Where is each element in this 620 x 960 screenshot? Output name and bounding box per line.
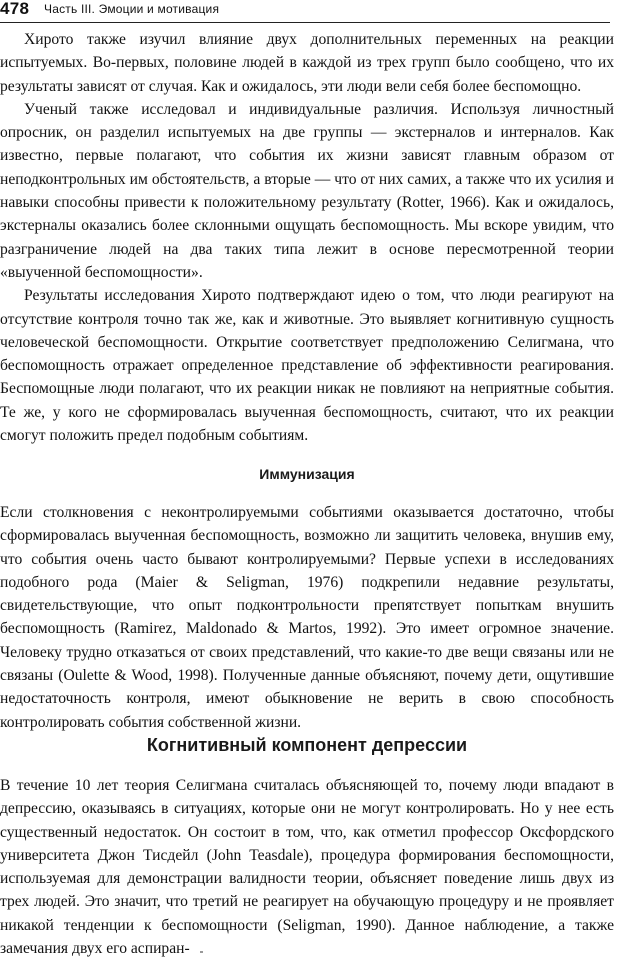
paragraph-individual-differences: Ученый также исследовал и индивидуальные различия. Используя личностный опросник, он разделил испытуемых на две группы — экстерналов и интерналов. Как известно, первые полагают, что события их жизни зависят главным образом от неподконтрольных им обстоятельств, а вторые — что от них самих, а также что их усилия и навыки способны привести к положительному результату (Rotter, 1966). Как и ожидалось, экстерналы оказались более склонными ощущать беспомощность. Мы вскоре увидим, что разграничение людей на два таких типа лежит в основе пересмотренной теории «выученной беспомощности».	[0, 100, 614, 281]
paragraph-hiroto-results: Результаты исследования Хирото подтверждают идею о том, что люди реагируют на отсутствие контроля точно так же, как и животные. Это выявляет когнитивную сущность человеческой беспомощности. Открытие соответствует предположению Селигмана, что беспомощность отражает определенное представление об эффективности реагирования. Беспомощные люди полагают, что их реакции никак не повлияют на неприятные события. Те же, у кого не сформировалась выученная беспомощность, считают, что их реакции смогут положить предел подобным событиям.	[0, 287, 614, 445]
paragraph-hiroto-variables: Хирото также изучил влияние двух дополнительных переменных на реакции испытуемых. Во-первых, половине людей в каждой из трех групп было сообщено, что их результаты зависят от случая. Как и ожидалось, эти люди вели себя более беспомощно.	[0, 31, 614, 95]
heading-cognitive-component: Когнитивный компонент депрессии	[146, 735, 468, 755]
subheading-immunization: Иммунизация	[259, 466, 355, 482]
paragraph-immunization: Если столкновения с неконтролируемыми событиями оказывается достаточно, чтобы сформировалась выученная беспомощность, возможно ли защитить человека, внушив ему, что события очень часто бывают контролируемыми? Первые успехи в исследованиях подобного рода (Maier & Seligman, 1976) подкрепили недавние результаты, свидетельствующие, что опыт подконтрольности препятствует попыткам внушить беспомощность (Ramirez, Maldonado & Martos, 1992). Это имеет огромное значение. Человеку трудно отказаться от своих представлений, что какие-то две вещи связаны или не связаны (Oulette & Wood, 1998). Полученные данные объясняют, почему дети, ощутившие недостаточность контроля, имеют обыкновение не верить в свою способность контролировать события собственной жизни.	[0, 504, 614, 731]
section-title: Часть III. Эмоции и мотивация	[44, 2, 220, 16]
page-number: 478	[0, 0, 30, 18]
running-head	[0, 0, 610, 23]
page-speck	[200, 951, 203, 953]
body-text-intro	[0, 28, 614, 447]
body-text-immunization	[0, 501, 614, 734]
paragraph-cognitive: В течение 10 лет теория Селигмана считалась объясняющей то, почему люди впадают в депрессию, оказываясь в ситуациях, которые они не могут контролировать. Но у нее есть существенный недостаток. Он состоит в том, что, как отметил профессор Оксфордского университета Джон Тисдейл (John Teasdale), процедура формирования беспомощности, используемая для демонстрации валидности теории, объясняет поведение лишь двух из трех людей. Это значит, что третий не реагирует на обучающую процедуру и не проявляет никакой тенденции к беспомощности (Seligman, 1990). Данное наблюдение, а также замечания двух его аспиран-	[0, 777, 614, 958]
body-text-cognitive	[0, 774, 614, 960]
